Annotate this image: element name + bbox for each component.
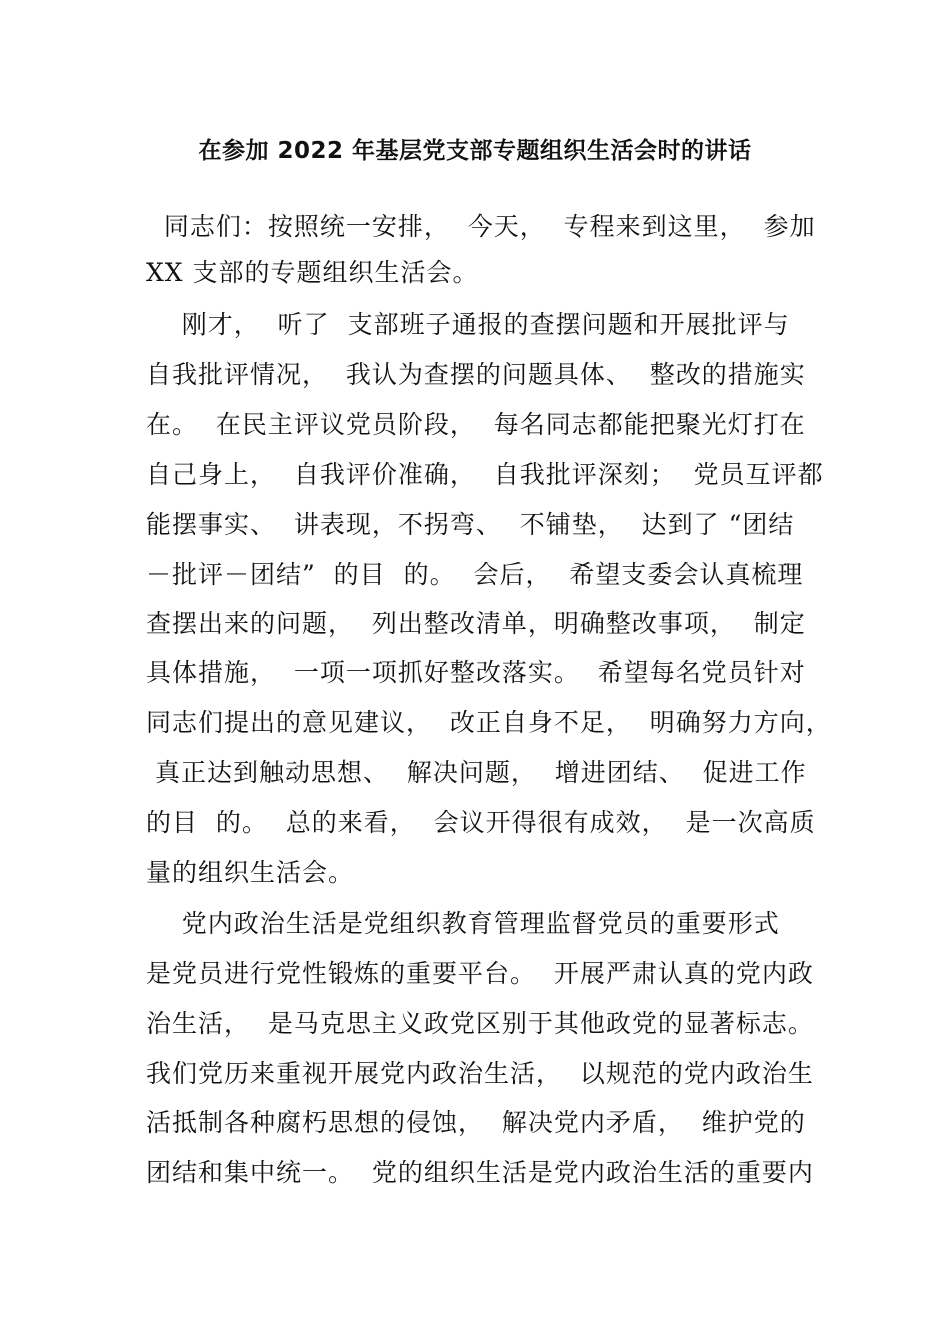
text-line: 查摆出来的问题， 列出整改清单，明确整改事项， 制定 — [146, 609, 806, 638]
text-line: 在。 在民主评议党员阶段， 每名同志都能把聚光灯打在 — [146, 410, 806, 439]
text-line: 党内政治生活是党组织教育管理监督党员的重要形式 — [146, 909, 780, 938]
text-line: 的目 的。 总的来看， 会议开得很有成效， 是一次高质 — [146, 808, 816, 837]
text-line: 同志们：按照统一安排， 今天， 专程来到这里， 参加 — [146, 212, 816, 241]
text-line: 能摆事实、 讲表现，不拐弯、 不铺垫， 达到了 “团结 — [146, 510, 795, 539]
text-line: 自我批评情况， 我认为查摆的问题具体、 整改的措施实 — [146, 360, 806, 389]
text-line: 我们党历来重视开展党内政治生活， 以规范的党内政治生 — [146, 1059, 814, 1088]
text-line: 真正达到触动思想、 解决问题， 增进团结、 促进工作 — [146, 758, 807, 787]
text-line: 活抵制各种腐朽思想的侵蚀， 解决党内矛盾， 维护党的 — [146, 1108, 806, 1137]
text-line: 团结和集中统一。 党的组织生活是党内政治生活的重要内 — [146, 1158, 814, 1187]
text-line: 量的组织生活会。 — [146, 858, 355, 887]
text-line: XX 支部的专题组织生活会。 — [146, 258, 479, 287]
document-title: 在参加 2022 年基层党支部专题组织生活会时的讲话 — [198, 138, 752, 164]
text-line: －批评－团结” 的目 的。 会后， 希望支委会认真梳理 — [146, 560, 804, 589]
text-line: 同志们提出的意见建议， 改正自身不足， 明确努力方向， — [146, 708, 832, 737]
text-line: 治生活， 是马克思主义政党区别于其他政党的显著标志。 — [146, 1009, 814, 1038]
text-line: 刚才， 听了 支部班子通报的查摆问题和开展批评与 — [146, 310, 790, 339]
text-line: 具体措施， 一项一项抓好整改落实。 希望每名党员针对 — [146, 658, 806, 687]
text-line: 自己身上， 自我评价准确， 自我批评深刻； 党员互评都 — [146, 460, 824, 489]
text-line: 是党员进行党性锻炼的重要平台。 开展严肃认真的党内政 — [146, 959, 814, 988]
